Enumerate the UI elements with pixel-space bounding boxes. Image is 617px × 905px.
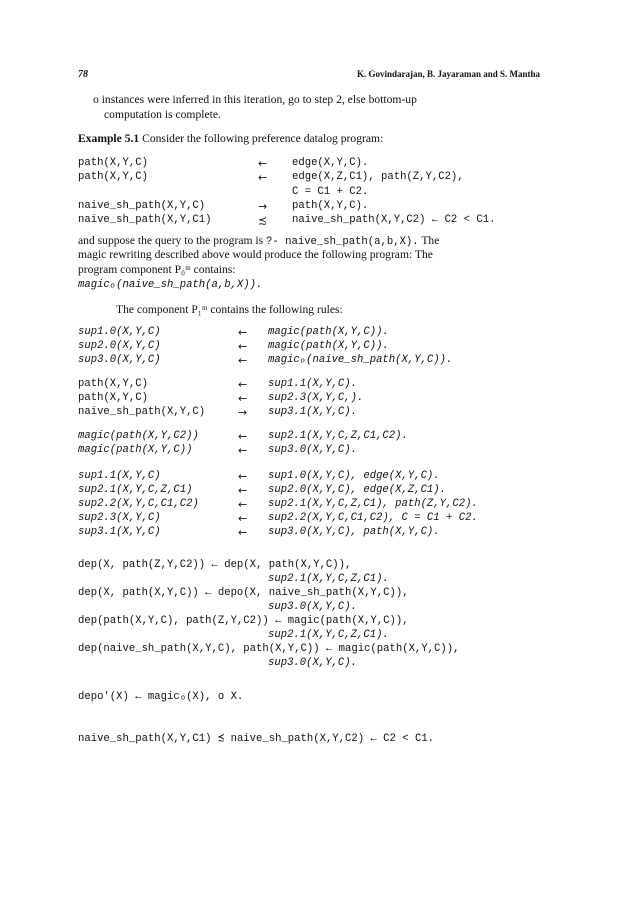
rule-head: magic(path(X,Y,C)) [78, 444, 193, 456]
program-rule [78, 326, 548, 340]
program-rule [78, 186, 538, 200]
rule-head: naive_sh_path(X,Y,C) [78, 406, 206, 418]
rule-body: sup2.1(X,Y,C,Z,C1), path(Z,Y,C2). [268, 498, 478, 510]
program-rule [78, 340, 548, 354]
rule-head: sup3.0(X,Y,C) [78, 354, 161, 366]
rule-body: edge(X,Y,C). [292, 157, 369, 169]
rule-arrow: ← [238, 526, 248, 539]
program-rule [78, 444, 548, 458]
dep-rule-line: sup3.0(X,Y,C). [268, 657, 358, 669]
rule-body: sup2.1(X,Y,C,Z,C1,C2). [268, 430, 408, 442]
rule-body: sup3.0(X,Y,C), path(X,Y,C). [268, 526, 440, 538]
running-header-authors: K. Govindarajan, B. Jayaraman and S. Mantha [356, 69, 540, 79]
rule-head: naive_sh_path(X,Y,C1) [78, 214, 212, 226]
rule-body: naive_sh_path(X,Y,C2) ← C2 < C1. [292, 214, 496, 226]
dep-rule-line: dep(naive_sh_path(X,Y,C), path(X,Y,C)) ← magic(path(X,Y,C)), [78, 643, 460, 655]
dep-rule-line: sup3.0(X,Y,C). [268, 601, 358, 613]
rule-body: magic(path(X,Y,C)). [268, 340, 389, 352]
rule-head: sup3.1(X,Y,C) [78, 526, 161, 538]
rule-arrow: → [238, 406, 248, 419]
program-rule [78, 526, 548, 540]
query-code: ?- naive_sh_path(a,b,X). [266, 236, 419, 248]
final-preference-rule: naive_sh_path(X,Y,C1) ≾ naive_sh_path(X,Y,C2) ← C2 < C1. [78, 733, 435, 745]
rule-arrow: ← [238, 512, 248, 525]
rule-arrow: ← [258, 171, 268, 184]
program-rule [78, 354, 548, 368]
rule-head: sup2.0(X,Y,C) [78, 340, 161, 352]
program-rule [78, 498, 548, 512]
rule-head: path(X,Y,C) [78, 392, 148, 404]
rule-body: sup3.0(X,Y,C). [268, 444, 358, 456]
rule-head: path(X,Y,C) [78, 378, 148, 390]
page-number: 78 [78, 69, 88, 80]
rule-arrow: ← [258, 157, 268, 170]
component-intro: The component P₁ᵐ contains the following rules: [116, 303, 343, 316]
intro-line-2: computation is complete. [104, 108, 221, 121]
para-line-3: program component P₀ᵐ contains: [78, 263, 236, 276]
program-rule [78, 157, 538, 171]
rule-body: sup1.0(X,Y,C), edge(X,Y,C). [268, 470, 440, 482]
program-rule [78, 430, 548, 444]
rule-arrow: ← [238, 498, 248, 511]
rule-head: sup2.3(X,Y,C) [78, 512, 161, 524]
rule-head: path(X,Y,C) [78, 157, 148, 169]
rule-arrow: ← [238, 326, 248, 339]
program-rule [78, 214, 538, 228]
program-rule [78, 392, 548, 406]
rule-body: sup3.1(X,Y,C). [268, 406, 358, 418]
para-text: The [418, 234, 440, 247]
para-line-1 [78, 234, 439, 249]
rule-arrow: ← [238, 340, 248, 353]
rule-arrow: ≾ [258, 214, 268, 227]
dep-rule-line: dep(path(X,Y,C), path(Z,Y,C2)) ← magic(path(X,Y,C)), [78, 615, 409, 627]
para-text: and suppose the query to the program is [78, 234, 267, 247]
rule-body: sup2.3(X,Y,C,). [268, 392, 364, 404]
dep-rule-line: sup2.1(X,Y,C,Z,C1). [268, 629, 389, 641]
rule-body: sup2.2(X,Y,C,C1,C2), C = C1 + C2. [268, 512, 478, 524]
example-heading [78, 132, 383, 146]
rule-arrow: ← [238, 378, 248, 391]
program-rule [78, 470, 548, 484]
example-text: Consider the following preference datalog program: [139, 132, 384, 145]
example-label: Example 5.1 [78, 132, 140, 145]
program-rule [78, 171, 538, 185]
rule-body: magic(path(X,Y,C)). [268, 326, 389, 338]
program-rule [78, 406, 548, 420]
dep-rule-line: dep(X, path(X,Y,C)) ← depo(X, naive_sh_path(X,Y,C)), [78, 587, 409, 599]
depo-rule: depo′(X) ← magicₒ(X), o X. [78, 691, 244, 703]
rule-body: path(X,Y,C). [292, 200, 369, 212]
para-line-4: magicₒ(naive_sh_path(a,b,X)). [78, 279, 263, 291]
rule-body: sup2.0(X,Y,C), edge(X,Z,C1). [268, 484, 447, 496]
rule-head: path(X,Y,C) [78, 171, 148, 183]
rule-arrow: ← [238, 354, 248, 367]
rule-arrow: ← [238, 430, 248, 443]
dep-rule-line: dep(X, path(Z,Y,C2)) ← dep(X, path(X,Y,C)), [78, 559, 352, 571]
para-line-2: magic rewriting described above would produce the following program: The [78, 248, 433, 261]
rule-arrow: → [258, 200, 268, 213]
rule-body: sup1.1(X,Y,C). [268, 378, 358, 390]
rule-body: edge(X,Z,C1), path(Z,Y,C2), [292, 171, 464, 183]
rule-head: sup2.2(X,Y,C,C1,C2) [78, 498, 199, 510]
program-rule [78, 484, 548, 498]
program-rule [78, 378, 548, 392]
rule-head: sup1.0(X,Y,C) [78, 326, 161, 338]
rule-arrow: ← [238, 484, 248, 497]
program-rule [78, 512, 548, 526]
dep-rule-line: sup2.1(X,Y,C,Z,C1). [268, 573, 389, 585]
rule-arrow: ← [238, 392, 248, 405]
rule-arrow: ← [238, 470, 248, 483]
rule-head: sup1.1(X,Y,C) [78, 470, 161, 482]
rule-head: naive_sh_path(X,Y,C) [78, 200, 206, 212]
intro-line-1: o instances were inferred in this iteration, go to step 2, else bottom-up [93, 93, 417, 106]
rule-head: sup2.1(X,Y,C,Z,C1) [78, 484, 193, 496]
rule-arrow: ← [238, 444, 248, 457]
rule-body: C = C1 + C2. [292, 186, 369, 198]
program-rule [78, 200, 538, 214]
rule-head: magic(path(X,Y,C2)) [78, 430, 199, 442]
rule-body: magicₒ(naive_sh_path(X,Y,C)). [268, 354, 453, 366]
